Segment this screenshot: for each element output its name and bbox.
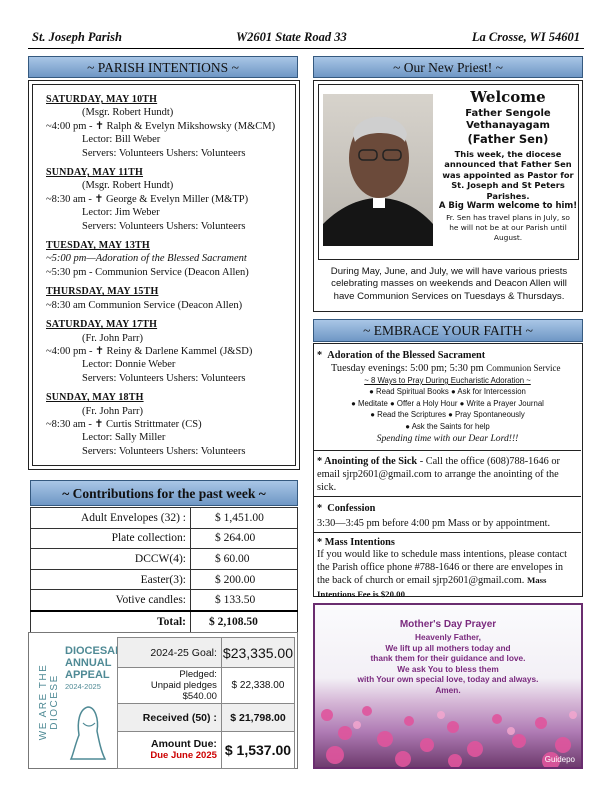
parish-city: La Crosse, WI 54601 bbox=[471, 30, 580, 44]
parish-address: W2601 State Road 33 bbox=[236, 30, 347, 44]
intentions-list bbox=[32, 84, 296, 466]
confession-body: 3:30—3:45 pm before 4:00 pm Mass or by appointment. bbox=[317, 518, 551, 529]
contribution-value: $ 60.00 bbox=[191, 549, 298, 570]
intention-day-heading: TUESDAY, MAY 13TH bbox=[46, 240, 150, 252]
intention-line: ~4:00 pm - ✝ Ralph & Evelyn Mikshowsky (M&CM) bbox=[46, 120, 276, 132]
contribution-value: $ 200.00 bbox=[191, 569, 298, 590]
total-value: $ 2,108.50 bbox=[191, 611, 298, 632]
intention-day-heading: SATURDAY, MAY 17TH bbox=[46, 319, 158, 331]
intention-day-heading: SUNDAY, MAY 18TH bbox=[46, 392, 144, 404]
prayer-line: Heavenly Father, bbox=[415, 632, 481, 642]
faith-banner bbox=[313, 319, 583, 342]
contributions-table bbox=[30, 507, 298, 633]
contribution-label: Easter(3): bbox=[31, 569, 191, 590]
contribution-value: $ 264.00 bbox=[191, 528, 298, 549]
pledged-value: $ 22,338.00 bbox=[221, 668, 294, 704]
contributions-banner bbox=[30, 480, 298, 506]
prayer-line: Amen. bbox=[435, 684, 461, 695]
contribution-label: Adult Envelopes (32) : bbox=[31, 508, 191, 529]
header-divider bbox=[28, 48, 584, 49]
intention-line: ~8:30 am - ✝ Curtis Strittmater (CS) bbox=[46, 418, 202, 430]
priest-photo bbox=[323, 94, 433, 246]
image-watermark: Guidepo bbox=[544, 755, 575, 764]
adoration-section: * Adoration of the Blessed Sacrament Tuesday evenings: 5:00 pm; 5:30 pm Communion Service ~ 8 Ways to Pray During Eucharistic Adoration ~ ● Read Spiritual Books ● Ask for Intercession ● Meditate ● Offer a Holy Hour ● Write a Prayer Journal ● Read the Scriptures ● Pray Spontaneously ● Ask the Saints for help Spending time with our Dear Lord!!! bbox=[314, 344, 581, 451]
mass-intentions-section: * Mass Intentions If you would like to schedule mass intentions, please contact the Parish office phone #788-1646 or there are envelopes in the back of church or email sjrp2601@gmail.com. Mass Intentions Fee is $20.00 bbox=[317, 537, 567, 599]
intention-line: Lector: Sally Miller bbox=[82, 432, 166, 444]
contribution-value: $ 133.50 bbox=[191, 590, 298, 611]
contribution-row bbox=[31, 549, 298, 570]
prayer-line: We ask You to bless them bbox=[397, 663, 499, 674]
warm-welcome-text: A Big Warm welcome to him! bbox=[438, 201, 578, 212]
contributions-title: ~ Contributions for the past week ~ bbox=[62, 486, 266, 501]
anointing-section: * Anointing of the Sick - Call the office (608)788-1646 or email sjrp2601@gmail.com to arrange the anointing of the sick. bbox=[314, 452, 581, 497]
adoration-times: Tuesday evenings: 5:00 pm; 5:30 pm Communion Service bbox=[331, 363, 561, 374]
travel-note: Fr. Sen has travel plans in July, so he will not be at our Parish until August. bbox=[446, 213, 570, 242]
intention-day-heading: THURSDAY, MAY 15TH bbox=[46, 286, 159, 298]
intention-line: Servers: Volunteers Ushers: Volunteers bbox=[82, 220, 246, 232]
mass-intentions-body: If you would like to schedule mass intentions, please contact the Parish office phone #788-1646 or there are envelopes in the back of church or email sjrp2601@gmail.com. bbox=[317, 549, 567, 587]
contribution-value: $ 1,451.00 bbox=[191, 508, 298, 529]
prayer-line: We lift up all mothers today and bbox=[385, 642, 511, 653]
ways-to-pray-list: ~ 8 Ways to Pray During Eucharistic Adoration ~ ● Read Spiritual Books ● Ask for Intercession ● Meditate ● Offer a Holy Hour ● Write a Prayer Journal ● Read the Scriptures ● Pray Spontaneously ● Ask the Saints for help bbox=[351, 376, 544, 431]
received-value: $ 21,798.00 bbox=[221, 704, 294, 732]
contribution-row bbox=[31, 569, 298, 590]
due-value: $ 1,537.00 bbox=[221, 732, 294, 769]
mass-intentions-fee: Mass Intentions Fee is $20.00 bbox=[317, 575, 547, 599]
appeal-table bbox=[117, 637, 295, 769]
prayer-line: thank them for their guidance and love. bbox=[370, 653, 526, 664]
due-label: Amount Due: Due June 2025 bbox=[118, 732, 222, 769]
intentions-title: ~ PARISH INTENTIONS ~ bbox=[87, 60, 239, 75]
intention-line: ~8:30 am - ✝ George & Evelyn Miller (M&TP) bbox=[46, 193, 249, 205]
received-label: Received (50) : bbox=[118, 704, 222, 732]
intention-line: Lector: Donnie Weber bbox=[82, 359, 176, 371]
contributions-total-row bbox=[31, 611, 298, 632]
intention-line: Lector: Jim Weber bbox=[82, 207, 160, 219]
intention-line: ~5:00 pm—Adoration of the Blessed Sacrament bbox=[46, 253, 247, 265]
goal-value: $23,335.00 bbox=[221, 638, 294, 668]
contribution-row bbox=[31, 508, 298, 529]
mass-intentions-title: Mass Intentions bbox=[324, 537, 395, 548]
intention-line: ~5:30 pm - Communion Service (Deacon Allen) bbox=[46, 266, 249, 278]
summer-schedule-note: During May, June, and July, we will have various priests celebrating masses on weekends and Deacon Allen will have Communion Services on Tuesdays & Thursdays. bbox=[330, 266, 568, 302]
contribution-label: DCCW(4): bbox=[31, 549, 191, 570]
welcome-text-block bbox=[438, 88, 578, 242]
appeal-logo-title: DIOCESAN ANNUAL APPEAL 2024-2025 bbox=[65, 645, 124, 691]
intention-line: (Msgr. Robert Hundt) bbox=[82, 180, 174, 192]
intention-line: (Fr. John Parr) bbox=[82, 332, 143, 344]
intention-line: Servers: Volunteers Ushers: Volunteers bbox=[82, 445, 246, 457]
priest-name: Father Sengole Vethanayagam (Father Sen) bbox=[465, 108, 551, 146]
anointing-body: - Call the office (608)788-1646 or email sjrp2601@gmail.com to arrange the anointing of the sick. bbox=[317, 456, 560, 493]
intentions-banner bbox=[28, 56, 298, 78]
intention-line: ~8:30 am Communion Service (Deacon Allen) bbox=[46, 299, 243, 311]
prayer-text bbox=[315, 619, 581, 696]
intention-line: ~4:00 pm - ✝ Reiny & Darlene Kammel (J&SD) bbox=[46, 345, 253, 357]
pledged-label: Pledged: Unpaid pledges $540.00 bbox=[118, 668, 222, 704]
intention-line: Servers: Volunteers Ushers: Volunteers bbox=[82, 372, 246, 384]
intention-line: Servers: Volunteers Ushers: Volunteers bbox=[82, 147, 246, 159]
faith-title: ~ EMBRACE YOUR FAITH ~ bbox=[363, 323, 533, 338]
confession-title: Confession bbox=[327, 503, 376, 514]
prayer-line: with Your own special love, today and always. bbox=[357, 674, 539, 685]
intention-line: Lector: Bill Weber bbox=[82, 134, 161, 146]
announcement-text: This week, the diocese announced that Father Sen was appointed as Pastor for St. Joseph and St Peters Parishes. bbox=[442, 149, 574, 201]
welcome-heading: Welcome bbox=[470, 88, 546, 106]
total-label: Total: bbox=[31, 611, 191, 632]
praying-figure-icon bbox=[65, 701, 111, 761]
ways-closing: Spending time with our Dear Lord!!! bbox=[376, 433, 519, 445]
intention-line: (Msgr. Robert Hundt) bbox=[82, 107, 174, 119]
contribution-label: Votive candles: bbox=[31, 590, 191, 611]
priest-banner bbox=[313, 56, 583, 78]
faith-frame bbox=[313, 343, 583, 597]
appeal-logo bbox=[35, 637, 124, 764]
confession-section: * Confession 3:30—3:45 pm before 4:00 pm Mass or by appointment. bbox=[314, 498, 581, 533]
diocesan-appeal-box bbox=[28, 632, 298, 769]
intention-day-heading: SUNDAY, MAY 11TH bbox=[46, 167, 144, 179]
contribution-row bbox=[31, 590, 298, 611]
appeal-logo-side-text: WE ARE THE DIOCESE bbox=[38, 663, 60, 741]
intention-line: (Fr. John Parr) bbox=[82, 405, 143, 417]
parish-name: St. Joseph Parish bbox=[32, 30, 122, 44]
prayer-title: Mother's Day Prayer bbox=[399, 619, 497, 630]
contribution-row bbox=[31, 528, 298, 549]
anointing-title: Anointing of the Sick bbox=[324, 456, 418, 467]
priest-portrait-icon bbox=[323, 94, 433, 246]
contribution-label: Plate collection: bbox=[31, 528, 191, 549]
priest-title: ~ Our New Priest! ~ bbox=[393, 60, 503, 75]
goal-label: 2024-25 Goal: bbox=[118, 638, 222, 668]
mothers-day-prayer-card bbox=[313, 603, 583, 769]
adoration-title: Adoration of the Blessed Sacrament bbox=[327, 350, 486, 361]
intention-day-heading: SATURDAY, MAY 10TH bbox=[46, 94, 158, 105]
